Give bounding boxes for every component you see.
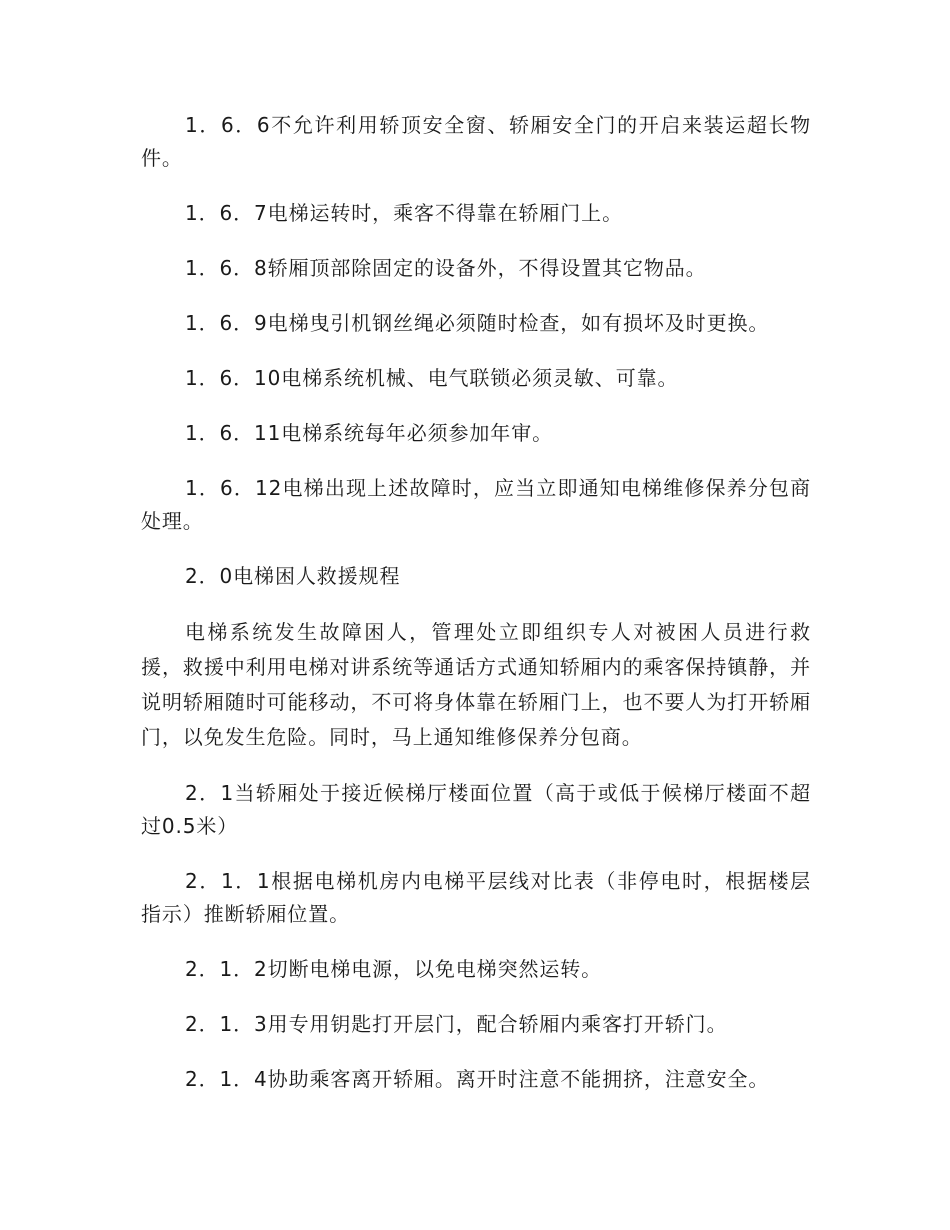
paragraph-1-6-9: 1．6．9电梯曳引机钢丝绳必须随时检查，如有损坏及时更换。 xyxy=(185,311,770,335)
paragraph-rescue-intro: 电梯系统发生故障困人，管理处立即组织专人对被困人员进行救援，救援中利用电梯对讲系统等通话方式通知轿厢内的乘客保持镇静，并说明轿厢随时可能移动，不可将身体靠在轿厢门上，也不要人为打开轿厢门，以免发生危险。同时，马上通知维修保养分包商。 xyxy=(141,620,811,749)
paragraph-1-6-7: 1．6．7电梯运转时，乘客不得靠在轿厢门上。 xyxy=(185,201,623,225)
paragraph-2-1-1: 2．1．1根据电梯机房内电梯平层线对比表（非停电时，根据楼层指示）推断轿厢位置。 xyxy=(141,869,811,926)
paragraph-1-6-11: 1．6．11电梯系统每年必须参加年审。 xyxy=(185,421,553,445)
paragraph-2-1-3: 2．1．3用专用钥匙打开层门，配合轿厢内乘客打开轿门。 xyxy=(185,1012,728,1036)
paragraph-1-6-10: 1．6．10电梯系统机械、电气联锁必须灵敏、可靠。 xyxy=(185,366,679,390)
paragraph-2-1-2: 2．1．2切断电梯电源，以免电梯突然运转。 xyxy=(185,957,603,981)
section-heading-2-0: 2．0电梯困人救援规程 xyxy=(185,564,401,588)
paragraph-1-6-6: 1．6．6不允许利用轿顶安全窗、轿厢安全门的开启来装运超长物件。 xyxy=(141,113,811,170)
paragraph-1-6-12: 1．6．12电梯出现上述故障时，应当立即通知电梯维修保养分包商处理。 xyxy=(141,476,811,533)
paragraph-2-1-4: 2．1．4协助乘客离开轿厢。离开时注意不能拥挤，注意安全。 xyxy=(185,1067,770,1091)
paragraph-2-1: 2．1当轿厢处于接近候梯厅楼面位置（高于或低于候梯厅楼面不超过0.5米） xyxy=(141,781,811,838)
paragraph-1-6-8: 1．6．8轿厢顶部除固定的设备外，不得设置其它物品。 xyxy=(185,256,707,280)
document-page xyxy=(141,109,811,1118)
